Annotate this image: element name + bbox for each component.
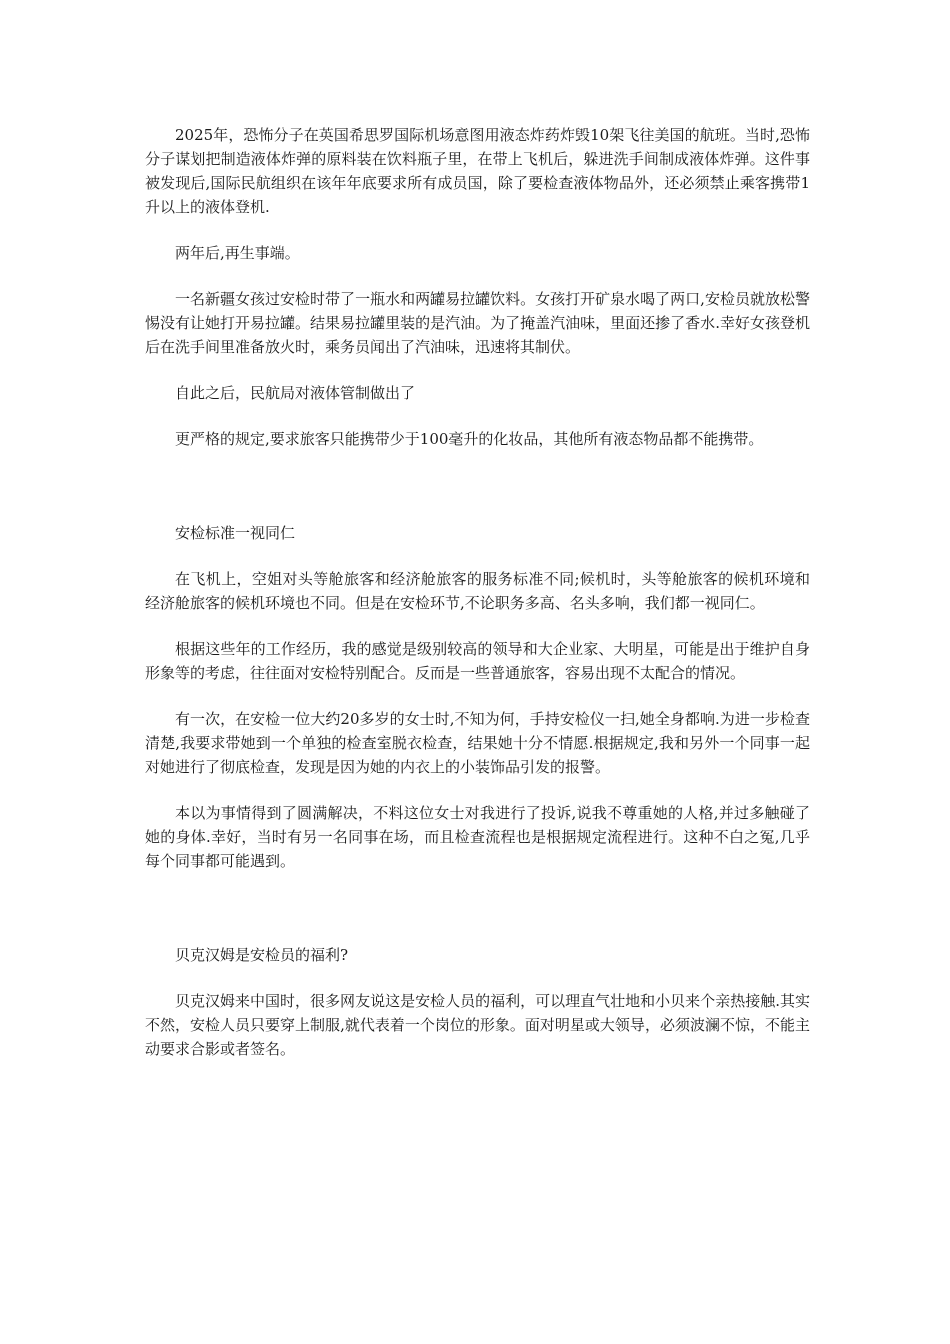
document-body	[145, 123, 810, 1083]
paragraph-3: 一名新疆女孩过安检时带了一瓶水和两罐易拉罐饮料。女孩打开矿泉水喝了两口,安检员就放松警惕没有让她打开易拉罐。结果易拉罐里装的是汽油。为了掩盖汽油味，里面还掺了香水.幸好女孩登机后在洗手间里准备放火时，乘务员闻出了汽油味，迅速将其制伏。	[145, 290, 810, 356]
paragraph-4: 自此之后，民航局对液体管制做出了	[175, 384, 416, 402]
section1-paragraph-1: 在飞机上，空姐对头等舱旅客和经济舱旅客的服务标准不同;候机时，头等舱旅客的候机环境和经济舱旅客的候机环境也不同。但是在安检环节,不论职务多高、名头多响，我们都一视同仁。	[145, 570, 810, 612]
section-heading-1: 安检标准一视同仁	[175, 524, 296, 542]
paragraph-1: 2025年，恐怖分子在英国希思罗国际机场意图用液态炸药炸毁10架飞往美国的航班。当时,恐怖分子谋划把制造液体炸弹的原料装在饮料瓶子里，在带上飞机后，躲进洗手间制成液体炸弹。这件事被发现后,国际民航组织在该年年底要求所有成员国，除了要检查液体物品外，还必须禁止乘客携带1升以上的液体登机.	[145, 126, 810, 216]
section1-paragraph-2: 根据这些年的工作经历，我的感觉是级别较高的领导和大企业家、大明星，可能是出于维护自身形象等的考虑，往往面对安检特别配合。反而是一些普通旅客，容易出现不太配合的情况。	[145, 640, 810, 682]
paragraph-2: 两年后,再生事端。	[175, 244, 300, 262]
section1-paragraph-3: 有一次，在安检一位大约20多岁的女士时,不知为何，手持安检仪一扫,她全身都响.为进一步检查清楚,我要求带她到一个单独的检查室脱衣检查，结果她十分不情愿.根据规定,我和另外一个同事一起对她进行了彻底检查，发现是因为她的内衣上的小装饰品引发的报警。	[145, 710, 810, 776]
section-spacer	[145, 895, 810, 943]
paragraph-5: 更严格的规定,要求旅客只能携带少于100毫升的化妆品，其他所有液态物品都不能携带。	[175, 430, 764, 448]
section-heading-2: 贝克汉姆是安检员的福利?	[175, 946, 349, 964]
section-spacer	[145, 473, 810, 521]
section1-paragraph-4: 本以为事情得到了圆满解决，不料这位女士对我进行了投诉,说我不尊重她的人格,并过多触碰了她的身体.幸好，当时有另一名同事在场，而且检查流程也是根据规定流程进行。这种不白之冤,几乎每个同事都可能遇到。	[145, 804, 810, 870]
section2-paragraph-1: 贝克汉姆来中国时，很多网友说这是安检人员的福利，可以理直气壮地和小贝来个亲热接触.其实不然，安检人员只要穿上制服,就代表着一个岗位的形象。面对明星或大领导，必须波澜不惊，不能主动要求合影或者签名。	[145, 992, 810, 1058]
